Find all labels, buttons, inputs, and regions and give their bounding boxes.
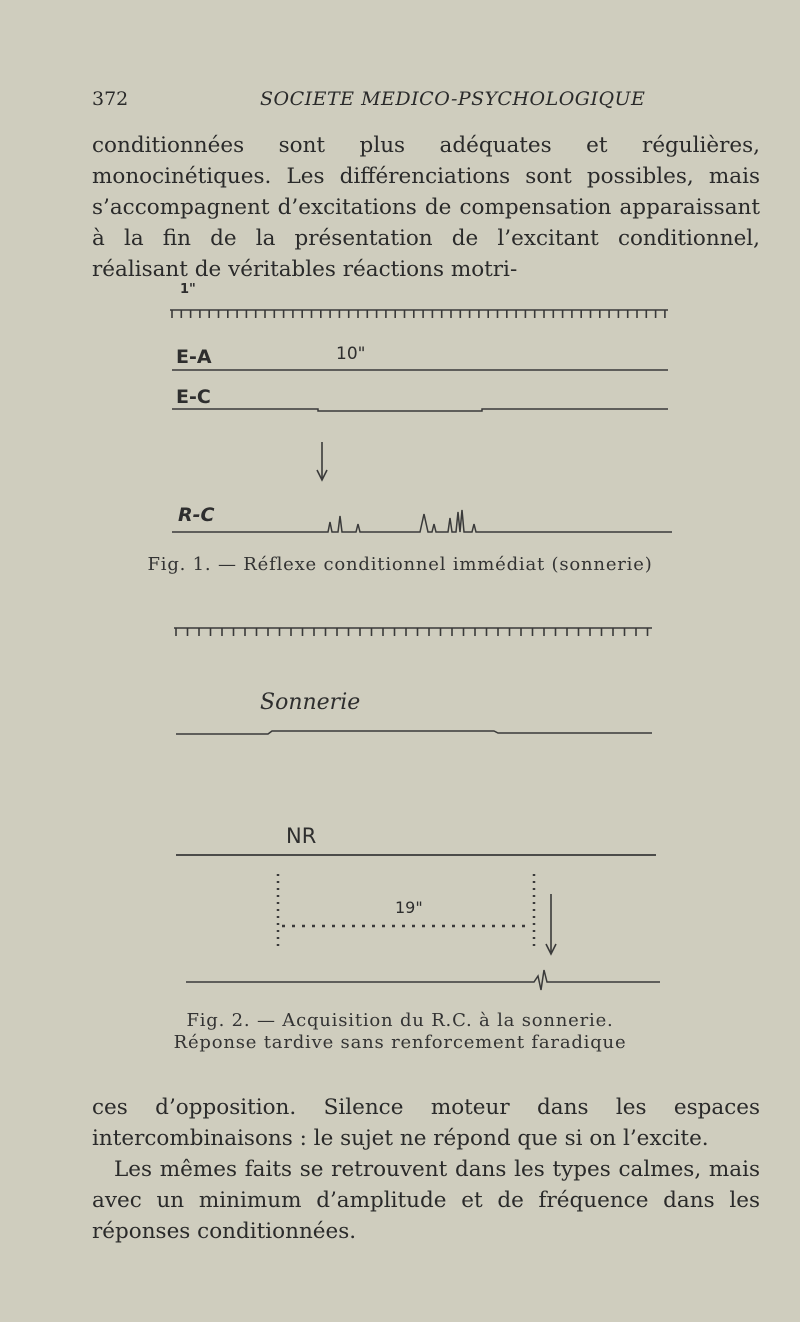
fig2-label-nr: NR [286, 824, 317, 848]
fig1-time-marker: 1" [180, 282, 196, 297]
running-title: SOCIETE MEDICO-PSYCHOLOGIQUE [260, 88, 646, 110]
bottom-paragraphs [92, 1092, 760, 1247]
fig2-time-marker-trace [174, 628, 652, 636]
fig2-label-sonnerie: Sonnerie [260, 690, 361, 715]
fig1-label-ea: E-A [176, 346, 212, 368]
page-number: 372 [92, 88, 129, 110]
figure-2-caption-line-1: Fig. 2. — Acquisition du R.C. à la sonnerie. [186, 1010, 614, 1031]
bottom-paragraph-2: Les mêmes faits se retrouvent dans les types calmes, mais avec un minimum d’amplitude et de fréquence dans les réponses conditionnées. [92, 1157, 760, 1244]
top-paragraph-text: conditionnées sont plus adéquates et régulières, monocinétiques. Les différenciations sont possibles, mais s’accompagnent d’excitations de compensation apparaissant à la fin de la présentation de l’excitant conditionnel, réalisant de véritables réactions motri- [92, 133, 760, 282]
fig1-label-ec: E-C [176, 386, 211, 408]
bottom-paragraph-1: ces d’opposition. Silence moteur dans les espaces intercombinaisons : le sujet ne répond que si on l’excite. [92, 1095, 760, 1151]
figure-1-caption: Fig. 1. — Réflexe conditionnel immédiat (sonnerie) [147, 554, 653, 575]
figure-2-caption-line-2: Réponse tardive sans renforcement faradique [173, 1032, 627, 1053]
fig2-interval-label: 19" [395, 898, 423, 917]
fig1-label-rc: R-C [178, 504, 215, 526]
fig1-duration-label: 10" [336, 344, 366, 364]
fig2-sonnerie-trace [176, 731, 652, 734]
fig2-arrow [546, 894, 556, 954]
fig2-response-trace [186, 970, 660, 990]
